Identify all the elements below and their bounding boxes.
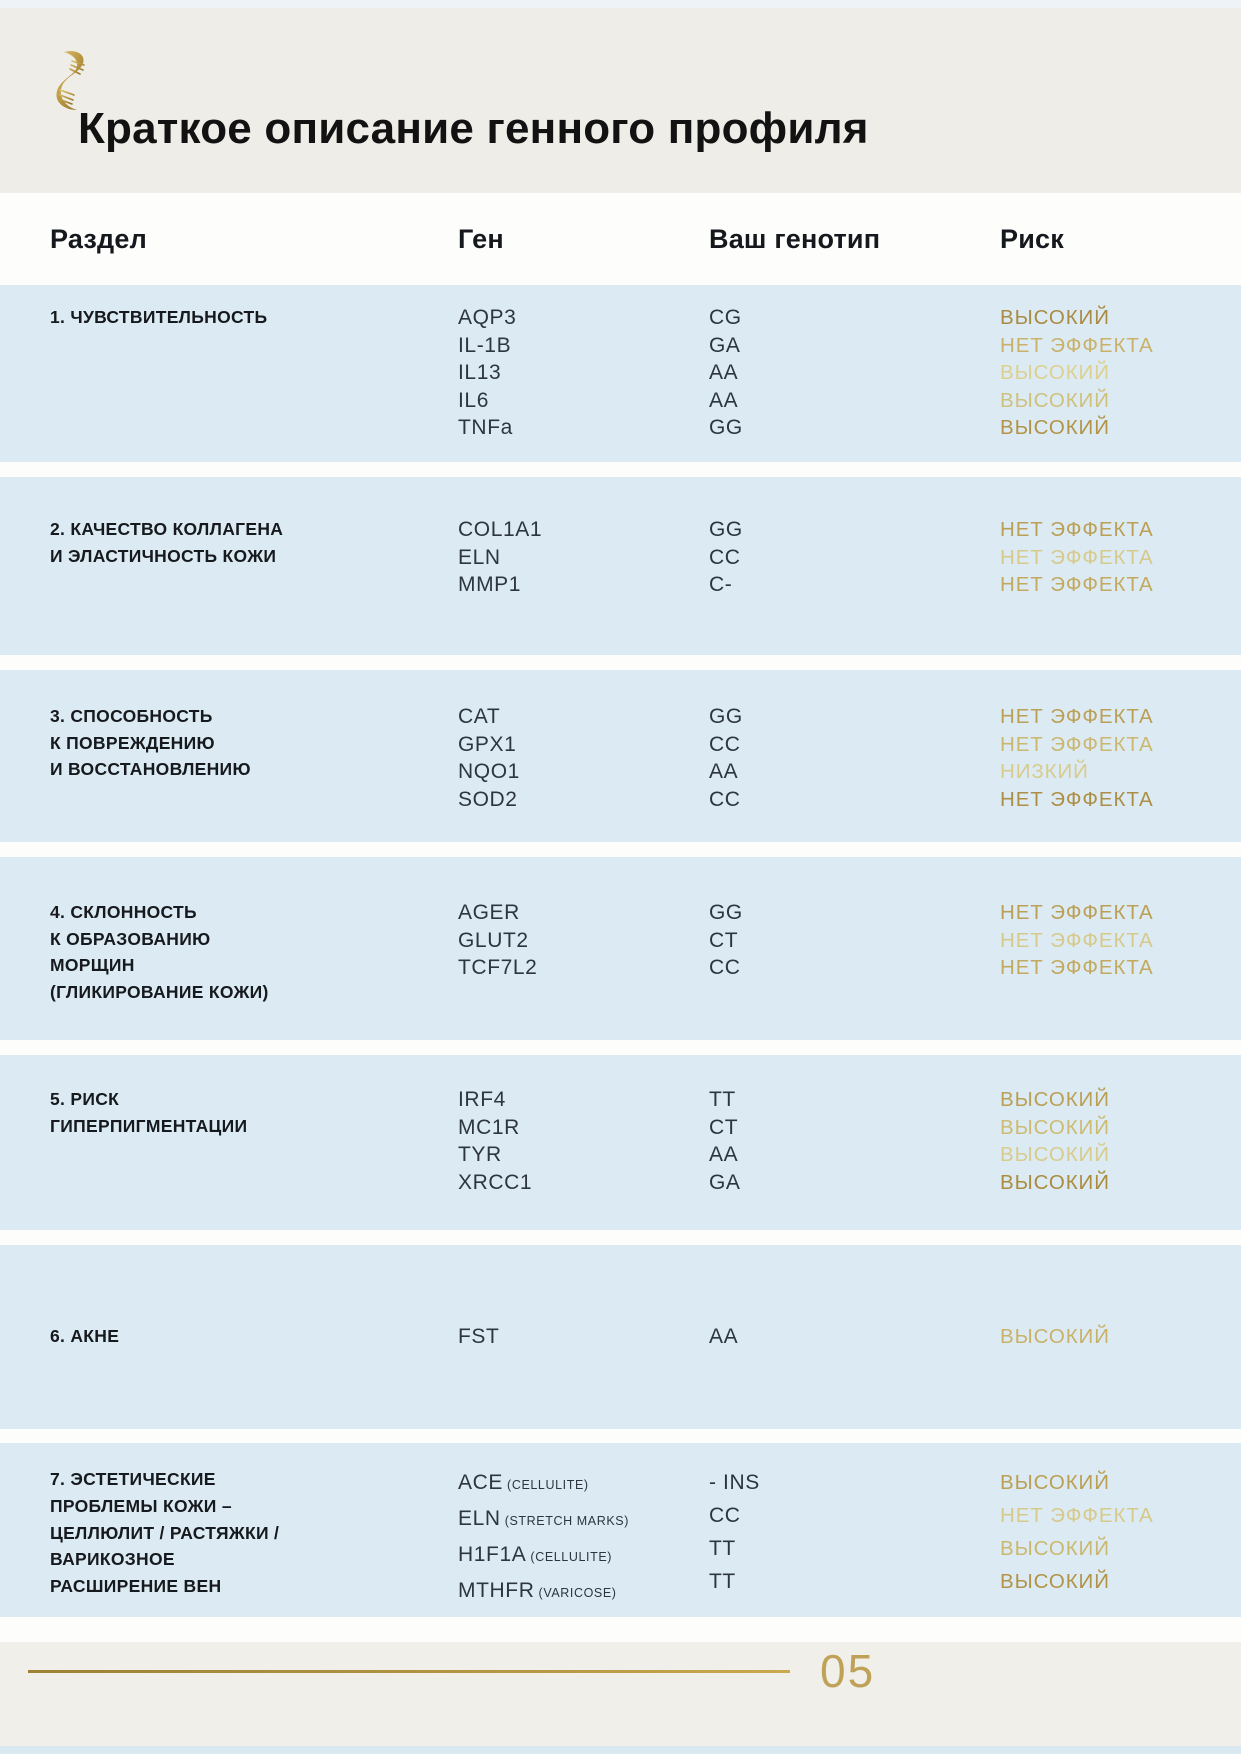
risk-column: [1000, 1323, 1230, 1351]
genotype-value: GA: [709, 333, 741, 357]
risk-value: НЕТ ЭФФЕКТА: [1000, 705, 1154, 728]
gene-note: (CELLULITE): [502, 1478, 589, 1492]
risk-value: ВЫСОКИЙ: [1000, 1143, 1110, 1166]
gene-name: TCF7L2: [458, 956, 538, 979]
gene-column: [458, 304, 698, 442]
section-label-line: ВАРИКОЗНОЕ: [50, 1549, 175, 1570]
genotype-value: C-: [709, 573, 733, 596]
risk-value: НЕТ ЭФФЕКТА: [1000, 901, 1154, 924]
risk-value: ВЫСОКИЙ: [1000, 388, 1110, 412]
section-band-2: [0, 477, 1241, 655]
gene-note: (CELLULITE): [526, 1550, 613, 1564]
gene-name: CAT: [458, 705, 501, 728]
genotype-value: GG: [709, 705, 743, 728]
page-number: 05: [820, 1645, 876, 1697]
column-header-risk: Риск: [1000, 224, 1064, 254]
risk-value: ВЫСОКИЙ: [1000, 1471, 1110, 1494]
genotype-value: AA: [709, 388, 739, 412]
section-label-line: 2. КАЧЕСТВО КОЛЛАГЕНА: [50, 519, 284, 539]
section-label-line: К ОБРАЗОВАНИЮ: [50, 928, 211, 949]
genotype-value: - INS: [709, 1471, 760, 1494]
gene-name: GLUT2: [458, 928, 529, 952]
gene-name: MMP1: [458, 573, 522, 596]
column-header-gene: Ген: [458, 224, 504, 254]
genotype-value: AA: [709, 1325, 739, 1348]
section-label: [50, 304, 410, 331]
section-band-5: [0, 1055, 1241, 1230]
risk-value: ВЫСОКИЙ: [1000, 361, 1110, 384]
section-label-line: 4. СКЛОННОСТЬ: [50, 902, 197, 922]
section-label: [50, 1086, 410, 1139]
risk-column: [1000, 899, 1230, 982]
risk-value: ВЫСОКИЙ: [1000, 1570, 1110, 1593]
gene-column: [458, 516, 698, 599]
section-label-line: 6. АКНЕ: [50, 1326, 120, 1346]
section-label: [50, 516, 410, 569]
gene-note: (VARICOSE): [534, 1586, 617, 1600]
risk-value: НЕТ ЭФФЕКТА: [1000, 732, 1154, 756]
genotype-value: AA: [709, 361, 739, 384]
gene-name: COL1A1: [458, 518, 543, 541]
section-label: [50, 1323, 410, 1350]
gene-column: [458, 1323, 698, 1351]
risk-value: ВЫСОКИЙ: [1000, 1088, 1110, 1111]
section-band-3: [0, 670, 1241, 842]
risk-column: [1000, 516, 1230, 599]
genotype-value: TT: [709, 1537, 736, 1560]
gene-name: XRCC1: [458, 1170, 533, 1194]
bottom-edge-strip: [0, 1746, 1241, 1754]
section-label-line: РАСШИРЕНИЕ ВЕН: [50, 1576, 222, 1597]
risk-value: НЕТ ЭФФЕКТА: [1000, 787, 1154, 811]
genotype-value: CC: [709, 787, 741, 811]
risk-column: [1000, 1466, 1230, 1598]
genotype-value: CC: [709, 1504, 741, 1527]
section-label-line: ЦЕЛЛЮЛИТ / РАСТЯЖКИ /: [50, 1522, 280, 1543]
gene-column: [458, 899, 698, 982]
section-label: [50, 899, 410, 1005]
risk-value: ВЫСОКИЙ: [1000, 306, 1110, 329]
gene-name: MTHFR (VARICOSE): [458, 1579, 617, 1602]
genotype-value: CT: [709, 1115, 739, 1139]
risk-value: НЕТ ЭФФЕКТА: [1000, 333, 1154, 357]
gene-name: FST: [458, 1325, 500, 1348]
section-label: [50, 1466, 410, 1600]
risk-value: НЕТ ЭФФЕКТА: [1000, 518, 1154, 541]
genotype-column: [709, 304, 949, 442]
gene-column: [458, 1466, 698, 1610]
genotype-column: [709, 1086, 949, 1196]
page-header: [0, 8, 1241, 193]
risk-column: [1000, 304, 1230, 442]
genotype-value: CC: [709, 956, 741, 979]
section-band-7: [0, 1443, 1241, 1617]
section-label-line: 7. ЭСТЕТИЧЕСКИЕ: [50, 1469, 216, 1489]
risk-value: ВЫСОКИЙ: [1000, 1170, 1110, 1194]
gene-name: IRF4: [458, 1088, 506, 1111]
section-label-line: 3. СПОСОБНОСТЬ: [50, 706, 213, 726]
genotype-value: GG: [709, 416, 743, 439]
risk-value: ВЫСОКИЙ: [1000, 416, 1110, 439]
column-header-genotype: Ваш генотип: [709, 224, 881, 254]
risk-value: ВЫСОКИЙ: [1000, 1325, 1110, 1348]
gene-note: (STRETCH MARKS): [500, 1514, 630, 1528]
genotype-value: CC: [709, 732, 741, 756]
gene-name: IL-1B: [458, 333, 512, 357]
gene-name: ELN: [458, 545, 501, 569]
genotype-value: GG: [709, 518, 743, 541]
genotype-column: [709, 899, 949, 982]
risk-value: НЕТ ЭФФЕКТА: [1000, 1504, 1154, 1527]
gene-name: AGER: [458, 901, 520, 924]
column-header-section: Раздел: [50, 224, 147, 254]
gene-name: ACE (CELLULITE): [458, 1471, 589, 1494]
genotype-column: [709, 1466, 949, 1598]
risk-value: НЕТ ЭФФЕКТА: [1000, 545, 1154, 569]
gene-column: [458, 703, 698, 813]
section-label-line: 5. РИСК: [50, 1089, 120, 1109]
gene-name: TNFa: [458, 416, 513, 439]
genotype-value: TT: [709, 1570, 736, 1593]
genotype-value: CC: [709, 545, 741, 569]
section-label: [50, 703, 410, 783]
genotype-value: GG: [709, 901, 743, 924]
section-label-line: 1. ЧУВСТВИТЕЛЬНОСТЬ: [50, 307, 268, 327]
gene-name: TYR: [458, 1143, 502, 1166]
gene-name: IL13: [458, 361, 502, 384]
section-label-line: МОРЩИН: [50, 955, 135, 975]
section-label-line: И ВОССТАНОВЛЕНИЮ: [50, 759, 251, 779]
risk-value: НЕТ ЭФФЕКТА: [1000, 573, 1154, 596]
risk-value: ВЫСОКИЙ: [1000, 1115, 1110, 1139]
gene-column: [458, 1086, 698, 1196]
gene-name: IL6: [458, 388, 489, 412]
genotype-value: AA: [709, 1143, 739, 1166]
risk-value: ВЫСОКИЙ: [1000, 1537, 1110, 1560]
page-title: Краткое описание генного профиля: [78, 104, 869, 153]
risk-value: НИЗКИЙ: [1000, 760, 1089, 783]
gene-name: MC1R: [458, 1115, 520, 1139]
genotype-column: [709, 516, 949, 599]
section-label-line: (ГЛИКИРОВАНИЕ КОЖИ): [50, 981, 269, 1002]
genotype-value: CT: [709, 928, 739, 952]
section-band-1: [0, 285, 1241, 462]
gene-name: ELN (STRETCH MARKS): [458, 1507, 630, 1530]
risk-value: НЕТ ЭФФЕКТА: [1000, 928, 1154, 952]
genotype-value: GA: [709, 1170, 741, 1194]
section-label-line: ГИПЕРПИГМЕНТАЦИИ: [50, 1115, 248, 1136]
gene-name: GPX1: [458, 732, 517, 756]
section-label-line: К ПОВРЕЖДЕНИЮ: [50, 732, 215, 753]
section-label-line: ПРОБЛЕМЫ КОЖИ –: [50, 1495, 232, 1516]
risk-column: [1000, 1086, 1230, 1196]
section-band-6: [0, 1245, 1241, 1429]
page-footer: [0, 1642, 1241, 1746]
gene-name: H1F1A (CELLULITE): [458, 1543, 613, 1566]
genotype-value: CG: [709, 306, 742, 329]
risk-column: [1000, 703, 1230, 813]
section-band-4: [0, 857, 1241, 1040]
genotype-value: TT: [709, 1088, 736, 1111]
genotype-value: AA: [709, 760, 739, 783]
gene-name: SOD2: [458, 787, 518, 811]
gene-name: AQP3: [458, 306, 517, 329]
risk-value: НЕТ ЭФФЕКТА: [1000, 956, 1154, 979]
genotype-column: [709, 703, 949, 813]
footer-gap: [0, 1617, 1241, 1642]
section-label-line: И ЭЛАСТИЧНОСТЬ КОЖИ: [50, 545, 277, 566]
top-edge-strip: [0, 0, 1241, 8]
gene-name: NQO1: [458, 760, 520, 783]
genotype-column: [709, 1323, 949, 1351]
footer-gold-rule: [28, 1670, 790, 1673]
